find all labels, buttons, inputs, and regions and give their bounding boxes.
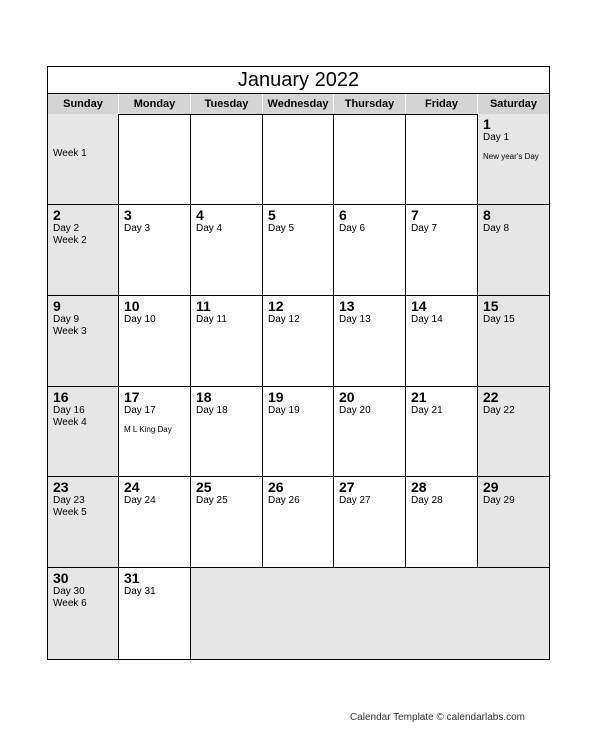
day-cell-19 bbox=[263, 387, 334, 478]
day-number: 10 bbox=[124, 297, 140, 314]
day-cell-14 bbox=[406, 296, 478, 387]
day-number: 25 bbox=[196, 479, 212, 496]
day-cell-20 bbox=[334, 387, 406, 478]
day-cell-7 bbox=[406, 205, 478, 296]
day-cell-22 bbox=[478, 387, 549, 478]
day-cell-15 bbox=[478, 296, 549, 387]
day-cell-28 bbox=[406, 477, 478, 568]
day-cell-5 bbox=[263, 205, 334, 296]
day-number: 16 bbox=[53, 388, 69, 405]
calendar-grid bbox=[48, 114, 549, 659]
day-of-year: Day 1 bbox=[483, 132, 510, 143]
day-of-year: Day 26 bbox=[268, 495, 300, 507]
day-cell-31 bbox=[119, 568, 191, 659]
weekday-header-wednesday: Wednesday bbox=[263, 94, 334, 115]
day-cell-13 bbox=[334, 296, 406, 387]
day-of-year: Day 21 bbox=[411, 404, 443, 416]
day-number: 17 bbox=[124, 388, 140, 405]
weekday-header-monday: Monday bbox=[119, 94, 191, 115]
day-of-year: Day 8 bbox=[483, 222, 510, 234]
day-number: 2 bbox=[53, 206, 61, 223]
holiday-label: M L King Day bbox=[124, 424, 172, 434]
day-of-year: Day 6 bbox=[339, 222, 366, 234]
day-number: 19 bbox=[268, 388, 284, 405]
week-number: Week 3 bbox=[53, 325, 87, 337]
empty-day-cell bbox=[263, 114, 334, 205]
day-number: 23 bbox=[53, 479, 69, 496]
day-cell-24 bbox=[119, 477, 191, 568]
day-number: 6 bbox=[339, 206, 347, 223]
day-number: 26 bbox=[268, 479, 284, 496]
day-of-year: Day 9 bbox=[53, 313, 80, 325]
day-number: 28 bbox=[411, 479, 427, 496]
day-number: 4 bbox=[196, 206, 204, 223]
day-number: 20 bbox=[339, 388, 355, 405]
day-cell-9 bbox=[48, 296, 119, 387]
day-cell-23 bbox=[48, 477, 119, 568]
day-number: 9 bbox=[53, 297, 61, 314]
day-cell-10 bbox=[119, 296, 191, 387]
week-number: Week 6 bbox=[53, 598, 87, 610]
day-of-year: Day 11 bbox=[196, 313, 227, 325]
day-cell-30 bbox=[48, 568, 119, 659]
day-cell-16 bbox=[48, 387, 119, 478]
day-number: 27 bbox=[339, 479, 355, 496]
empty-day-cell bbox=[119, 114, 191, 205]
day-of-year: Day 5 bbox=[268, 222, 295, 234]
empty-day-cell bbox=[406, 114, 478, 205]
day-number: 8 bbox=[483, 206, 491, 223]
day-of-year: Day 19 bbox=[268, 404, 300, 416]
week-number: Week 5 bbox=[53, 507, 87, 519]
day-cell-1 bbox=[478, 114, 549, 205]
day-number: 18 bbox=[196, 388, 212, 405]
empty-day-cell bbox=[334, 114, 406, 205]
day-cell-27 bbox=[334, 477, 406, 568]
day-number: 1 bbox=[483, 116, 491, 132]
day-of-year: Day 27 bbox=[339, 495, 371, 507]
empty-day-cell bbox=[191, 114, 263, 205]
day-of-year: Day 7 bbox=[411, 222, 438, 234]
day-number: 29 bbox=[483, 479, 499, 496]
day-cell-6 bbox=[334, 205, 406, 296]
day-of-year: Day 31 bbox=[124, 586, 156, 598]
weekday-header-friday: Friday bbox=[406, 94, 478, 115]
day-of-year: Day 28 bbox=[411, 495, 443, 507]
day-cell-12 bbox=[263, 296, 334, 387]
footer-credit: Calendar Template © calendarlabs.com bbox=[349, 712, 525, 723]
day-cell-2 bbox=[48, 205, 119, 296]
week-number: Week 1 bbox=[53, 148, 87, 159]
day-of-year: Day 18 bbox=[196, 404, 228, 416]
calendar-title: January 2022 bbox=[48, 67, 549, 94]
empty-filler bbox=[191, 568, 549, 659]
day-of-year: Day 17 bbox=[124, 404, 156, 416]
day-of-year: Day 12 bbox=[268, 313, 300, 325]
day-of-year: Day 3 bbox=[124, 222, 151, 234]
day-number: 14 bbox=[411, 297, 427, 314]
day-cell-4 bbox=[191, 205, 263, 296]
weekday-header-thursday: Thursday bbox=[334, 94, 406, 115]
weekday-header-tuesday: Tuesday bbox=[191, 94, 263, 115]
day-cell-3 bbox=[119, 205, 191, 296]
weekday-header-saturday: Saturday bbox=[478, 94, 549, 115]
day-cell-26 bbox=[263, 477, 334, 568]
day-number: 11 bbox=[196, 297, 211, 314]
day-of-year: Day 25 bbox=[196, 495, 228, 507]
empty-day-cell bbox=[48, 114, 119, 205]
calendar bbox=[47, 66, 550, 660]
week-number: Week 2 bbox=[53, 234, 87, 246]
day-cell-17 bbox=[119, 387, 191, 478]
day-cell-25 bbox=[191, 477, 263, 568]
holiday-label: New year's Day bbox=[483, 152, 539, 161]
day-of-year: Day 2 bbox=[53, 222, 80, 234]
day-number: 31 bbox=[124, 570, 140, 587]
day-of-year: Day 13 bbox=[339, 313, 371, 325]
day-of-year: Day 15 bbox=[483, 313, 515, 325]
day-cell-21 bbox=[406, 387, 478, 478]
day-of-year: Day 14 bbox=[411, 313, 443, 325]
day-of-year: Day 22 bbox=[483, 404, 515, 416]
weekday-header-row bbox=[48, 94, 549, 114]
weekday-header-sunday: Sunday bbox=[48, 94, 119, 115]
week-number: Week 4 bbox=[53, 416, 87, 428]
day-of-year: Day 23 bbox=[53, 495, 85, 507]
day-of-year: Day 24 bbox=[124, 495, 156, 507]
day-of-year: Day 30 bbox=[53, 586, 85, 598]
day-cell-29 bbox=[478, 477, 549, 568]
day-number: 12 bbox=[268, 297, 284, 314]
day-number: 7 bbox=[411, 206, 419, 223]
day-number: 15 bbox=[483, 297, 499, 314]
day-cell-18 bbox=[191, 387, 263, 478]
day-of-year: Day 10 bbox=[124, 313, 156, 325]
day-of-year: Day 16 bbox=[53, 404, 85, 416]
day-cell-8 bbox=[478, 205, 549, 296]
day-cell-11 bbox=[191, 296, 263, 387]
day-number: 30 bbox=[53, 570, 69, 587]
day-number: 5 bbox=[268, 206, 276, 223]
day-number: 22 bbox=[483, 388, 499, 405]
day-number: 24 bbox=[124, 479, 140, 496]
day-of-year: Day 29 bbox=[483, 495, 515, 507]
day-number: 3 bbox=[124, 206, 132, 223]
day-of-year: Day 20 bbox=[339, 404, 371, 416]
day-of-year: Day 4 bbox=[196, 222, 223, 234]
day-number: 21 bbox=[411, 388, 427, 405]
day-number: 13 bbox=[339, 297, 355, 314]
